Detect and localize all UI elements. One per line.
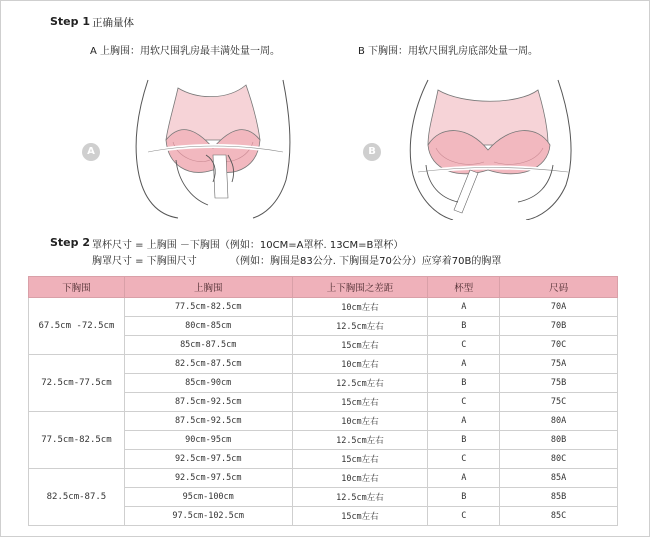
measure-a-text: A 上胸围：用软尺围乳房最丰满处量一周。 [90,46,281,57]
step1-title: 正确量体 [92,17,134,29]
cup-cell: C [428,336,500,355]
header-cup: 杯型 [428,277,500,298]
upper-bust-cell: 87.5cm-92.5cm [124,393,292,412]
cup-size-formula: 罩杯尺寸 = 上胸围 －下胸围（例如：10CM=A罩杯. 13CM=B罩杯） [92,240,404,251]
under-bust-cell: 82.5cm-87.5 [29,469,125,526]
upper-bust-cell: 92.5cm-97.5cm [124,450,292,469]
difference-cell: 12.5cm左右 [292,431,428,450]
upper-bust-cell: 95cm-100cm [124,488,292,507]
cup-cell: B [428,488,500,507]
upper-bust-cell: 90cm-95cm [124,431,292,450]
cup-cell: C [428,393,500,412]
size-cell: 85A [500,469,618,488]
size-cell: 85B [500,488,618,507]
upper-bust-cell: 87.5cm-92.5cm [124,412,292,431]
table-row [29,412,618,431]
size-chart-table [28,276,618,526]
cup-cell: B [428,317,500,336]
size-cell: 80C [500,450,618,469]
header-under-bust: 下胸围 [29,277,125,298]
bra-size-formula: 胸罩尺寸 = 下胸围尺寸 [92,256,197,267]
difference-cell: 15cm左右 [292,507,428,526]
size-cell: 75B [500,374,618,393]
difference-cell: 15cm左右 [292,393,428,412]
header-upper-bust: 上胸围 [124,277,292,298]
size-cell: 75A [500,355,618,374]
upper-bust-cell: 82.5cm-87.5cm [124,355,292,374]
size-cell: 70A [500,298,618,317]
size-cell: 70C [500,336,618,355]
under-bust-cell: 67.5cm -72.5cm [29,298,125,355]
step2-label: Step 2 [50,236,90,249]
table-header-row [29,277,618,298]
cup-cell: C [428,507,500,526]
size-cell: 85C [500,507,618,526]
cup-cell: A [428,469,500,488]
under-bust-illustration [398,70,588,220]
size-cell: 75C [500,393,618,412]
difference-cell: 10cm左右 [292,412,428,431]
upper-bust-cell: 80cm-85cm [124,317,292,336]
table-row [29,469,618,488]
under-bust-cell: 77.5cm-82.5cm [29,412,125,469]
difference-cell: 10cm左右 [292,469,428,488]
difference-cell: 15cm左右 [292,450,428,469]
difference-cell: 12.5cm左右 [292,488,428,507]
cup-cell: B [428,374,500,393]
cup-cell: A [428,412,500,431]
upper-bust-illustration [118,70,308,220]
table-row [29,355,618,374]
cup-cell: C [428,450,500,469]
difference-cell: 12.5cm左右 [292,317,428,336]
step1-label: Step 1 [50,15,90,28]
header-difference: 上下胸围之差距 [292,277,428,298]
marker-a-icon: A [82,143,100,161]
difference-cell: 10cm左右 [292,355,428,374]
measure-b-text: B 下胸围：用软尺围乳房底部处量一周。 [358,46,539,57]
bra-size-example: （例如：胸围是83公分. 下胸围是70公分）应穿着70B的胸罩 [230,256,502,267]
upper-bust-cell: 77.5cm-82.5cm [124,298,292,317]
cup-cell: A [428,298,500,317]
size-cell: 70B [500,317,618,336]
marker-b-icon: B [363,143,381,161]
header-size: 尺码 [500,277,618,298]
under-bust-cell: 72.5cm-77.5cm [29,355,125,412]
size-cell: 80B [500,431,618,450]
difference-cell: 12.5cm左右 [292,374,428,393]
upper-bust-cell: 97.5cm-102.5cm [124,507,292,526]
upper-bust-cell: 92.5cm-97.5cm [124,469,292,488]
upper-bust-cell: 85cm-87.5cm [124,336,292,355]
cup-cell: B [428,431,500,450]
table-row [29,298,618,317]
upper-bust-cell: 85cm-90cm [124,374,292,393]
difference-cell: 10cm左右 [292,298,428,317]
cup-cell: A [428,355,500,374]
difference-cell: 15cm左右 [292,336,428,355]
size-cell: 80A [500,412,618,431]
